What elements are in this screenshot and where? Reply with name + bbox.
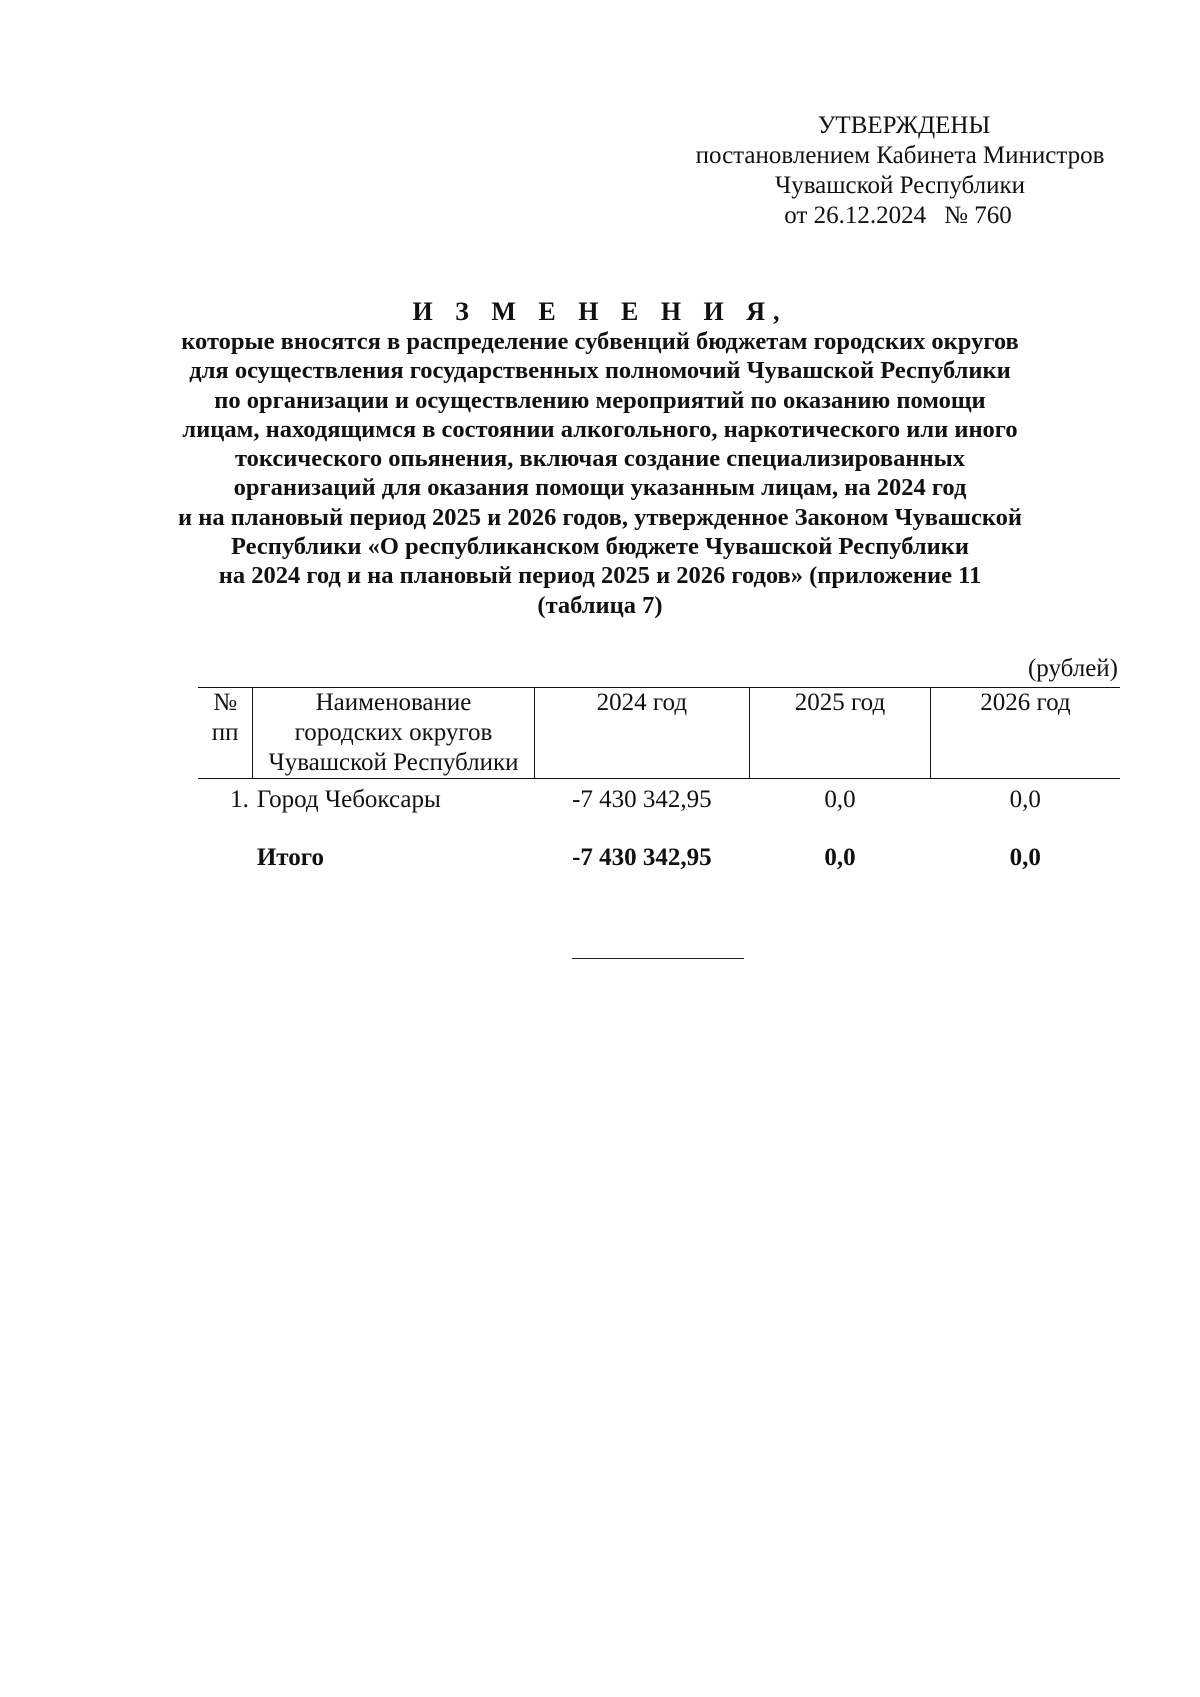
- total-amount-2024: -7 430 342,95: [572, 844, 712, 871]
- total-amount-2026: 0,0: [1009, 844, 1041, 871]
- row-amount-2024: -7 430 342,95: [572, 786, 712, 813]
- title-line: и на плановый период 2025 и 2026 годов, утвержденное Законом Чувашской: [178, 503, 1022, 531]
- approval-heading: УТВЕРЖДЕНЫ: [817, 112, 991, 139]
- row-amount-2025: 0,0: [824, 786, 856, 813]
- header-name-line: Наименование: [315, 689, 472, 716]
- title-line: лицам, находящимся в состоянии алкогольного, наркотического или иного: [182, 415, 1018, 443]
- title-line: по организации и осуществлению мероприятий по оказанию помощи: [214, 386, 986, 414]
- subvention-table: [198, 687, 1120, 873]
- header-name: [253, 688, 534, 779]
- table-header-row: [198, 688, 1120, 779]
- document-title: [160, 297, 1040, 620]
- table-row: [198, 779, 1120, 838]
- header-number-line: пп: [211, 719, 239, 746]
- approval-date-number: [680, 201, 1120, 231]
- approval-date: от 26.12.2024: [784, 202, 927, 229]
- header-number-line: №: [213, 689, 238, 716]
- header-2026: 2026 год: [930, 688, 1120, 779]
- title-line: организаций для оказания помощи указанным лицам, на 2024 год: [233, 474, 967, 502]
- title-heading: И З М Е Н Е Н И Я,: [412, 297, 788, 326]
- row-name: Город Чебоксары: [256, 786, 441, 813]
- approval-authority: постановлением Кабинета Министров: [695, 142, 1105, 169]
- title-line: которые вносятся в распределение субвенций бюджетам городских округов: [181, 328, 1019, 355]
- total-amount-2025: 0,0: [824, 844, 856, 871]
- total-row: [198, 837, 1120, 873]
- units-label: (рублей): [1027, 655, 1118, 682]
- row-number: 1.: [230, 786, 249, 813]
- title-line: токсического опьянения, включая создание специализированных: [234, 445, 966, 473]
- row-amount-2026: 0,0: [1009, 786, 1041, 813]
- header-number: [198, 688, 253, 779]
- header-2024: 2024 год: [534, 688, 749, 779]
- title-line: Республики «О республиканском бюджете Чувашской Республики: [231, 533, 969, 561]
- end-divider: [572, 958, 744, 959]
- approval-number: № 760: [944, 202, 1012, 229]
- header-name-line: городских округов: [294, 719, 493, 746]
- total-number-empty: [198, 837, 253, 873]
- header-2025: 2025 год: [750, 688, 931, 779]
- approval-republic: Чувашской Республики: [774, 172, 1026, 199]
- total-label: Итого: [256, 844, 324, 871]
- approval-stamp: [680, 111, 1120, 231]
- title-line: для осуществления государственных полномочий Чувашской Республики: [189, 357, 1011, 385]
- title-line: на 2024 год и на плановый период 2025 и 2026 годов» (приложение 11: [218, 562, 982, 590]
- title-line: (таблица 7): [537, 591, 663, 619]
- header-name-line: Чувашской Республики: [268, 749, 519, 776]
